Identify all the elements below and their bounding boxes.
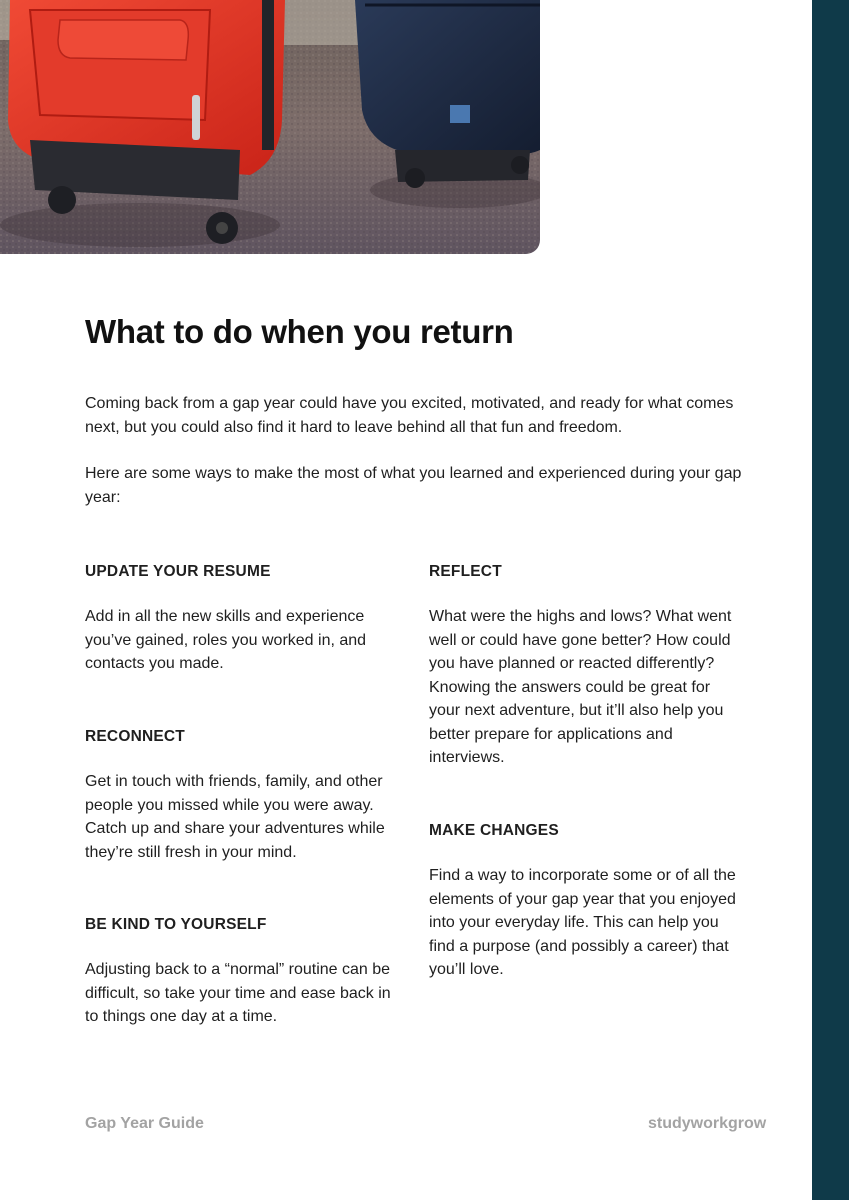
section-update-resume — [85, 563, 395, 676]
page-title: What to do when you return — [85, 313, 514, 350]
section-heading: BE KIND TO YOURSELF — [85, 916, 267, 933]
section-reconnect — [85, 728, 395, 864]
footer-guide-title: Gap Year Guide — [85, 1115, 204, 1132]
section-reflect — [429, 563, 739, 770]
section-be-kind — [85, 916, 395, 1029]
section-heading: UPDATE YOUR RESUME — [85, 563, 271, 580]
intro-paragraph-1: Coming back from a gap year could have you excited, motivated, and ready for what comes next, but you could also find it hard to leave behind all that fun and freedom. — [85, 395, 734, 436]
section-body: Find a way to incorporate some or of all the elements of your gap year that you enjoyed into your everyday life. This can help you find a purpose (and possibly a career) that you’ll love. — [429, 867, 736, 978]
intro-paragraph-2: Here are some ways to make the most of what you learned and experienced during your gap year: — [85, 465, 742, 506]
section-body: What were the highs and lows? What went well or could have gone better? How could you have planned or reacted differently? Knowing the answers could be great for your next adventure, but it’ll also help you better prepare for applications and interviews. — [429, 608, 732, 766]
suitcases-photo-icon — [0, 0, 540, 254]
section-body: Adjusting back to a “normal” routine can be difficult, so take your time and ease back in to things one day at a time. — [85, 961, 391, 1025]
section-heading: MAKE CHANGES — [429, 822, 559, 839]
section-make-changes — [429, 822, 739, 982]
hero-image — [0, 0, 540, 254]
footer-brand: studyworkgrow — [648, 1115, 767, 1132]
section-body: Get in touch with friends, family, and other people you missed while you were away. Catch up and share your adventures while they’re still fresh in your mind. — [85, 773, 385, 861]
section-heading: REFLECT — [429, 563, 502, 580]
sidebar-accent-bar — [812, 0, 849, 1200]
section-heading: RECONNECT — [85, 728, 185, 745]
section-body: Add in all the new skills and experience you’ve gained, roles you worked in, and contacts you made. — [85, 608, 367, 672]
